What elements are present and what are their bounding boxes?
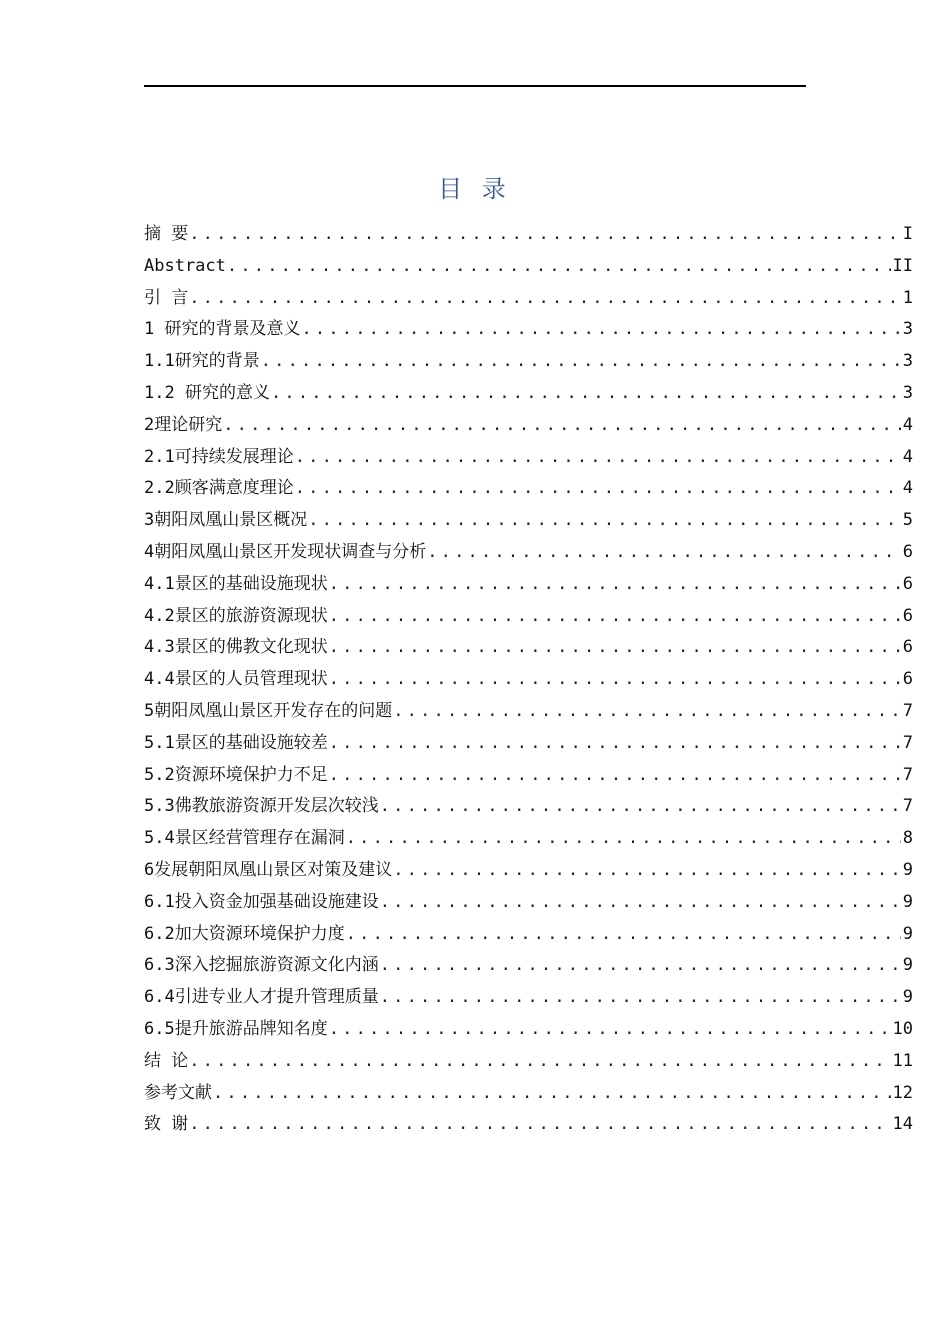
toc-entry-page-number: II [891,251,913,283]
toc-entry-page-number: 6 [901,601,913,633]
toc-dot-leader [189,1109,890,1141]
toc-entry-label: 引 言 [144,283,189,315]
toc-dot-leader [329,760,901,792]
toc-dot-leader [189,1046,890,1078]
toc-dot-leader [393,855,901,887]
toc-dot-leader [189,219,901,251]
toc-entry[interactable] [144,696,913,728]
toc-entry-page-number: 1 [901,283,913,315]
toc-entry-label: 5.3佛教旅游资源开发层次较浅 [144,791,380,823]
toc-entry-label: 4.3景区的佛教文化现状 [144,632,329,664]
toc-dot-leader [227,251,891,283]
toc-entry-label: 摘 要 [144,219,189,251]
toc-entry-page-number: 9 [901,919,913,951]
toc-entry[interactable] [144,855,913,887]
toc-dot-leader [329,664,901,696]
toc-entry-label: Abstract [144,251,227,283]
toc-entry-page-number: 7 [901,760,913,792]
toc-entry-page-number: 9 [901,982,913,1014]
toc-dot-leader [189,283,901,315]
toc-entry-label: 6发展朝阳凤凰山景区对策及建议 [144,855,393,887]
toc-entry-label: 2.2顾客满意度理论 [144,473,295,505]
toc-entry-label: 6.2加大资源环境保护力度 [144,919,346,951]
toc-entry[interactable] [144,664,913,696]
toc-entry[interactable] [144,950,913,982]
toc-entry[interactable] [144,1109,913,1141]
toc-entry-label: 1.1研究的背景 [144,346,261,378]
toc-entry-label: 2.1可持续发展理论 [144,442,295,474]
toc-dot-leader [329,728,901,760]
toc-entry[interactable] [144,219,913,251]
toc-entry[interactable] [144,1046,913,1078]
toc-entry-page-number: 4 [901,473,913,505]
toc-entry[interactable] [144,505,913,537]
toc-dot-leader [261,346,901,378]
toc-entry-page-number: 3 [901,346,913,378]
toc-entry[interactable] [144,728,913,760]
toc-entry-page-number: 9 [901,855,913,887]
toc-dot-leader [393,696,901,728]
toc-entry[interactable] [144,887,913,919]
toc-entry[interactable] [144,823,913,855]
toc-entry-label: 致 谢 [144,1109,189,1141]
toc-entry-label: 4.2景区的旅游资源现状 [144,601,329,633]
toc-dot-leader [346,823,901,855]
toc-entry-page-number: 10 [891,1014,913,1046]
toc-entry-label: 3朝阳凤凰山景区概况 [144,505,308,537]
toc-entry-page-number: 8 [901,823,913,855]
toc-entry-page-number: 7 [901,696,913,728]
toc-dot-leader [301,314,900,346]
toc-entry-page-number: 9 [901,950,913,982]
toc-entry[interactable] [144,473,913,505]
toc-entry-label: 6.4引进专业人才提升管理质量 [144,982,380,1014]
toc-entry-label: 6.3深入挖掘旅游资源文化内涵 [144,950,380,982]
toc-dot-leader [329,569,901,601]
toc-dot-leader [380,791,901,823]
toc-entry-page-number: 6 [901,569,913,601]
toc-entry-page-number: 7 [901,791,913,823]
toc-entry-label: 6.1投入资金加强基础设施建设 [144,887,380,919]
toc-dot-leader [427,537,901,569]
toc-entry[interactable] [144,919,913,951]
toc-entry[interactable] [144,251,913,283]
toc-entry[interactable] [144,760,913,792]
toc-entry-page-number: 7 [901,728,913,760]
toc-entry-label: 4.4景区的人员管理现状 [144,664,329,696]
toc-entry-label: 4.1景区的基础设施现状 [144,569,329,601]
toc-entry-page-number: 11 [891,1046,913,1078]
toc-entry[interactable] [144,346,913,378]
toc-entry-label: 2理论研究 [144,410,223,442]
toc-entry-page-number: 4 [901,410,913,442]
toc-entry-page-number: I [901,219,913,251]
toc-entry-page-number: 6 [901,632,913,664]
toc-entry[interactable] [144,982,913,1014]
toc-entry[interactable] [144,410,913,442]
toc-entry-page-number: 3 [901,378,913,410]
toc-entry[interactable] [144,632,913,664]
toc-entry-page-number: 5 [901,505,913,537]
toc-entry-page-number: 6 [901,537,913,569]
toc-entry-label: 5.4景区经营管理存在漏洞 [144,823,346,855]
toc-dot-leader [295,473,901,505]
toc-dot-leader [380,950,901,982]
toc-entry-page-number: 12 [891,1078,913,1110]
toc-entry-label: 参考文献 [144,1078,213,1110]
toc-entry-label: 4朝阳凤凰山景区开发现状调查与分析 [144,537,427,569]
toc-dot-leader [329,1014,891,1046]
toc-list [144,219,913,1141]
toc-entry[interactable] [144,601,913,633]
toc-entry[interactable] [144,314,913,346]
toc-entry-page-number: 3 [901,314,913,346]
toc-dot-leader [380,982,901,1014]
toc-dot-leader [380,887,901,919]
toc-entry-page-number: 9 [901,887,913,919]
toc-dot-leader [271,378,901,410]
toc-dot-leader [223,410,901,442]
toc-entry-label: 5.2资源环境保护力不足 [144,760,329,792]
toc-dot-leader [329,601,901,633]
toc-entry[interactable] [144,569,913,601]
toc-entry-label: 1 研究的背景及意义 [144,314,301,346]
header-rule [144,85,806,87]
toc-dot-leader [213,1078,891,1110]
toc-dot-leader [308,505,901,537]
toc-dot-leader [346,919,901,951]
toc-entry-page-number: 6 [901,664,913,696]
toc-entry-page-number: 14 [891,1109,913,1141]
toc-entry[interactable] [144,442,913,474]
toc-entry-page-number: 4 [901,442,913,474]
toc-entry[interactable] [144,1014,913,1046]
toc-entry-label: 结 论 [144,1046,189,1078]
toc-dot-leader [295,442,901,474]
toc-entry[interactable] [144,791,913,823]
toc-entry[interactable] [144,283,913,315]
toc-title: 目 录 [438,175,512,203]
toc-entry-label: 5.1景区的基础设施较差 [144,728,329,760]
toc-entry[interactable] [144,1078,913,1110]
toc-entry-label: 1.2 研究的意义 [144,378,271,410]
toc-entry[interactable] [144,378,913,410]
toc-entry-label: 5朝阳凤凰山景区开发存在的问题 [144,696,393,728]
toc-entry-label: 6.5提升旅游品牌知名度 [144,1014,329,1046]
toc-entry[interactable] [144,537,913,569]
toc-dot-leader [329,632,901,664]
